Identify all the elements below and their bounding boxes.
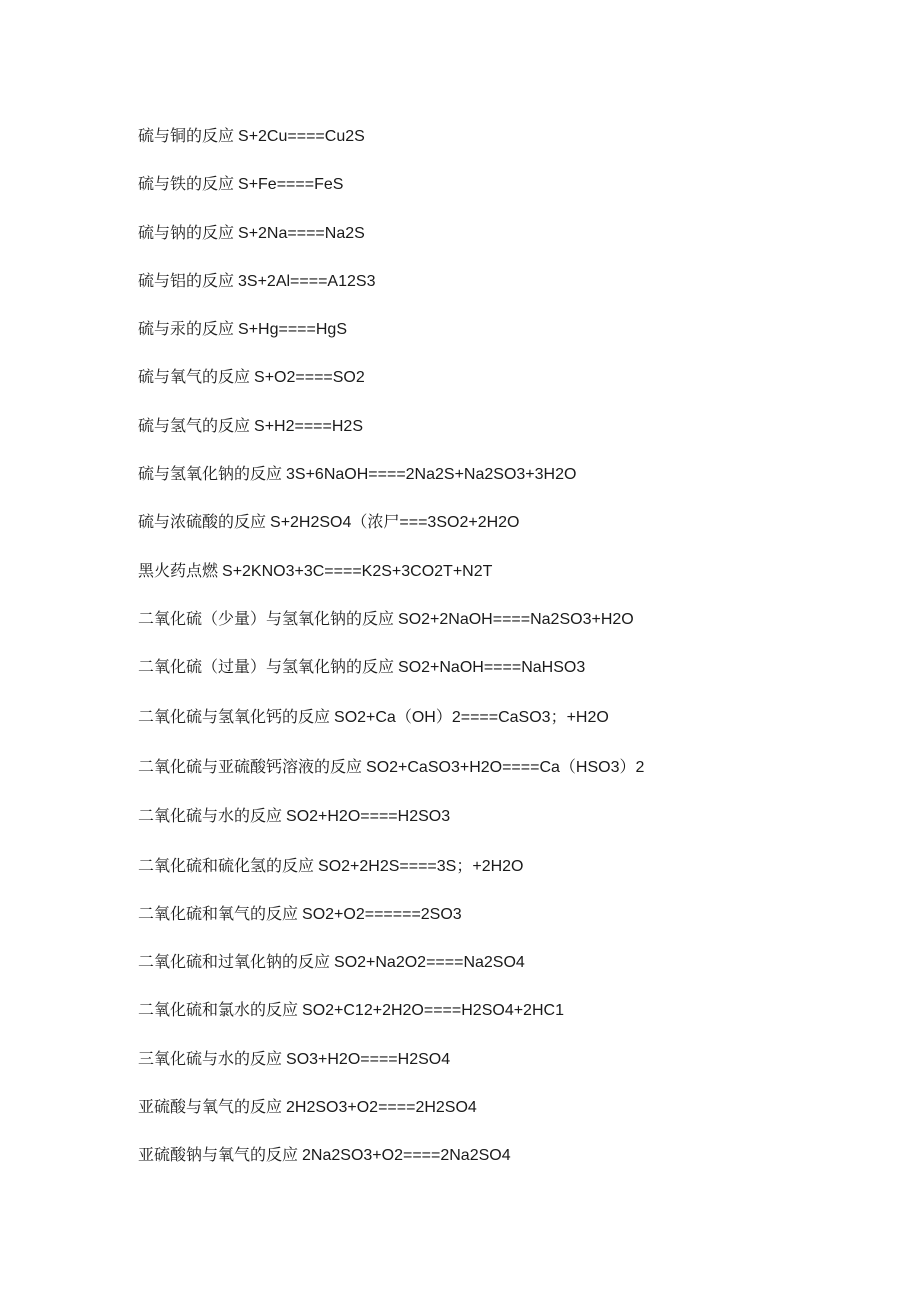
- reaction-label: 二氧化硫和氯水的反应: [138, 1000, 299, 1020]
- reaction-equation: 3S+6NaOH====2Na2S+Na2SO3+3H2O: [286, 466, 577, 484]
- reaction-line: [138, 1095, 878, 1119]
- reaction-equation: S+2H2SO4（浓尸===3SO2+2H2O: [270, 514, 520, 532]
- reaction-label: 硫与氢气的反应: [138, 415, 251, 435]
- reaction-equation: 2Na2SO3+O2====2Na2SO4: [302, 1147, 511, 1165]
- reaction-line: [138, 854, 878, 878]
- reaction-equation: S+Hg====HgS: [238, 321, 347, 339]
- reaction-equation: S+H2====H2S: [254, 417, 363, 435]
- reaction-line: [138, 902, 878, 926]
- reaction-equation: SO2+H2O====H2SO3: [286, 807, 451, 825]
- reaction-line: [138, 462, 878, 486]
- reaction-equation: SO2+Na2O2====Na2SO4: [334, 954, 525, 972]
- reaction-equation: SO2+2NaOH====Na2SO3+H2O: [398, 610, 634, 628]
- reaction-equation: S+Fe====FeS: [238, 176, 344, 194]
- reaction-equation: S+2Na====Na2S: [238, 224, 365, 242]
- reaction-label: 二氧化硫和硫化氢的反应: [138, 855, 315, 875]
- reaction-label: 二氧化硫和过氧化钠的反应: [138, 952, 331, 972]
- reaction-line: [138, 1143, 878, 1167]
- reaction-equation: 2H2SO3+O2====2H2SO4: [286, 1099, 477, 1117]
- reaction-label: 二氧化硫和氧气的反应: [138, 903, 299, 923]
- reaction-line: [138, 559, 878, 583]
- reaction-line: [138, 172, 878, 196]
- reaction-label: 硫与氧气的反应: [138, 367, 251, 387]
- reaction-equation: SO2+C12+2H2O====H2SO4+2HC1: [302, 1002, 564, 1020]
- reaction-line: [138, 365, 878, 389]
- reaction-label: 硫与铜的反应: [138, 126, 235, 145]
- reaction-label: 二氧化硫（过量）与氢氧化钠的反应: [138, 657, 395, 677]
- reaction-label: 黑火药点燃: [138, 560, 219, 580]
- reaction-line: [138, 269, 878, 293]
- reaction-line: [138, 414, 878, 438]
- reaction-label: 硫与钠的反应: [138, 222, 235, 242]
- reaction-label: 三氧化硫与水的反应: [138, 1048, 283, 1068]
- reaction-label: 亚硫酸钠与氧气的反应: [138, 1145, 299, 1165]
- reaction-line: [138, 607, 878, 631]
- reaction-list: [138, 124, 878, 1192]
- reaction-label: 二氧化硫与水的反应: [138, 805, 283, 825]
- reaction-line: [138, 317, 878, 341]
- reaction-label: 二氧化硫与亚硫酸钙溶液的反应: [138, 757, 363, 777]
- reaction-label: 亚硫酸与氧气的反应: [138, 1097, 283, 1117]
- reaction-line: [138, 755, 878, 779]
- reaction-equation: SO2+O2======2SO3: [302, 905, 462, 923]
- reaction-line: [138, 998, 878, 1022]
- reaction-equation: 3S+2Al====A12S3: [238, 272, 376, 290]
- reaction-line: [138, 221, 878, 245]
- reaction-equation: SO2+NaOH====NaHSO3: [398, 659, 586, 677]
- reaction-equation: SO3+H2O====H2SO4: [286, 1050, 451, 1068]
- reaction-label: 硫与浓硫酸的反应: [138, 512, 267, 532]
- reaction-equation: SO2+Ca（OH）2====CaSO3；+H2O: [334, 709, 609, 727]
- reaction-line: [138, 950, 878, 974]
- reaction-line: [138, 804, 878, 828]
- reaction-equation: SO2+2H2S====3S；+2H2O: [318, 857, 524, 875]
- reaction-line: [138, 705, 878, 729]
- reaction-line: [138, 1047, 878, 1071]
- reaction-label: 二氧化硫（少量）与氢氧化钠的反应: [138, 608, 395, 628]
- reaction-label: 硫与氢氧化钠的反应: [138, 464, 283, 484]
- reaction-equation: S+O2====SO2: [254, 369, 365, 387]
- reaction-line: [138, 510, 878, 534]
- reaction-label: 硫与汞的反应: [138, 319, 235, 339]
- reaction-equation: SO2+CaSO3+H2O====Ca（HSO3）2: [366, 759, 645, 777]
- reaction-equation: S+2Cu====Cu2S: [238, 128, 365, 145]
- reaction-label: 硫与铁的反应: [138, 174, 235, 194]
- reaction-label: 硫与铝的反应: [138, 270, 235, 290]
- reaction-label: 二氧化硫与氢氧化钙的反应: [138, 707, 331, 727]
- reaction-equation: S+2KNO3+3C====K2S+3CO2T+N2T: [222, 562, 493, 580]
- reaction-line: [138, 124, 878, 148]
- reaction-line: [138, 655, 878, 679]
